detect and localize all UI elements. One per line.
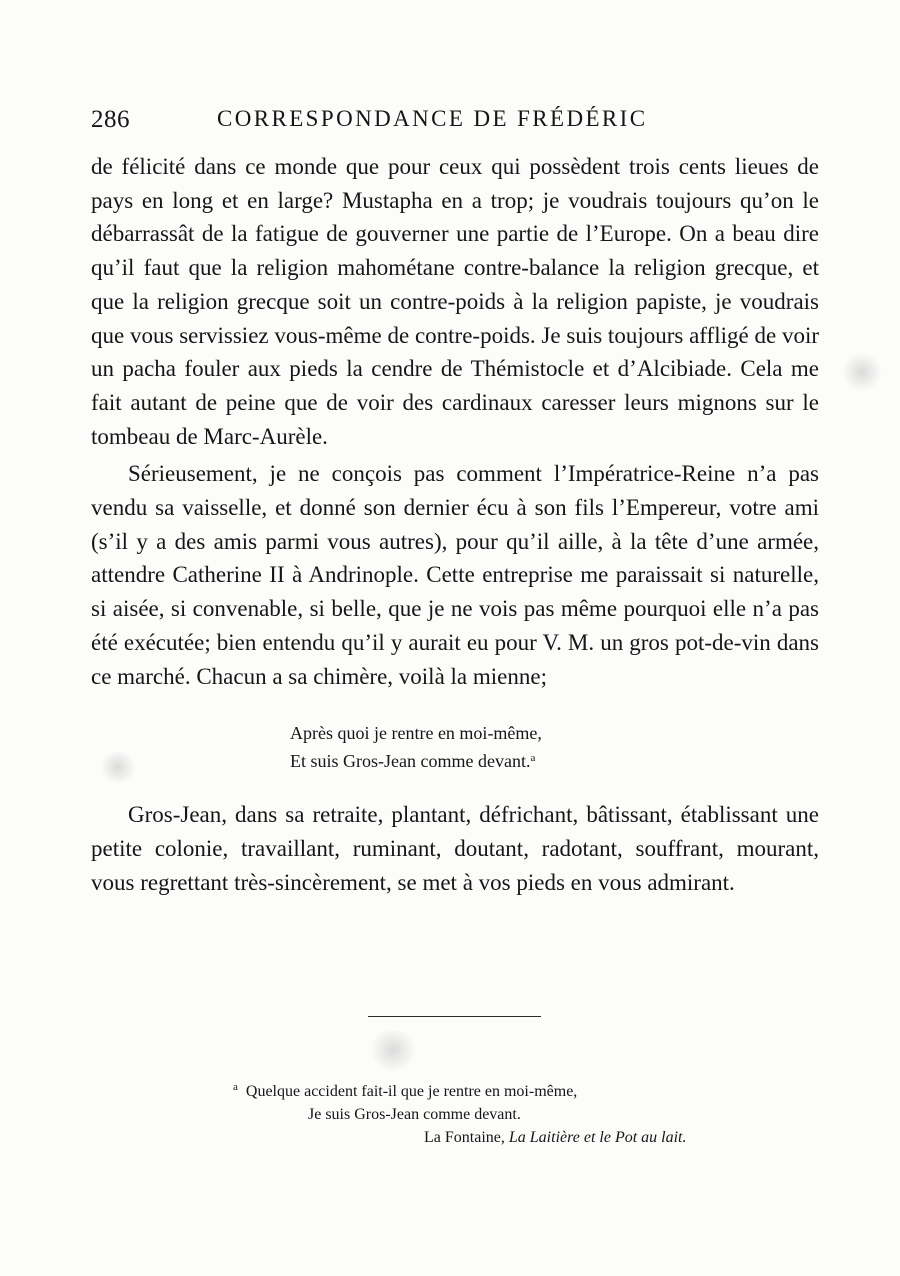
verse-line-2-text: Et suis Gros-Jean comme devant. xyxy=(290,751,531,772)
paragraph-continuation: de félicité dans ce monde que pour ceux qui possèdent trois cents lieues de pays en long et en large? Mustapha en a trop; je voudrais toujours qu’on le débarrassât de la fatigue de gouverner une partie de l’Europe. On a beau dire qu’il faut que la religion mahométane contre-balance la religion grecque, et que la religion grecque soit un contre-poids à la religion papiste, je voudrais que vous servissiez vous-même de contre-poids. Je suis toujours affligé de voir un pacha fouler aux pieds la cendre de Thémistocle et d’Alcibiade. Cela me fait autant de peine que de voir des cardinaux caresser leurs mignons sur le tombeau de Marc-Aurèle. xyxy=(91,154,819,449)
print-smudge xyxy=(98,752,138,782)
running-title: CORRESPONDANCE DE FRÉDÉRIC xyxy=(217,106,648,131)
page-header xyxy=(91,106,819,140)
footnote-line-1-text: Quelque accident fait-il que je rentre en moi-même, xyxy=(245,1083,578,1100)
footnote-work-title: La Laitière et le Pot au lait. xyxy=(508,1129,687,1146)
verse-line-2 xyxy=(290,746,819,774)
footnote-author: La Fontaine, xyxy=(424,1129,505,1146)
main-text xyxy=(91,150,819,899)
footnote xyxy=(233,1076,763,1149)
footnote-reference: a xyxy=(530,752,536,765)
paragraph-serieusement: Sérieusement, je ne conçois pas comment l’Impératrice-Reine n’a pas vendu sa vaisselle, et donné son dernier écu à son fils l’Empereur, votre ami (s’il y a des amis parmi vous autres), pour qu’il aille, à la tête d’une armée, attendre Catherine II à Andrinople. Cette entreprise me paraissait si naturelle, si aisée, si convenable, si belle, que je ne vois pas même pourquoi elle n’a pas été exécutée; bien entendu qu’il y aurait eu pour V. M. un gros pot-de-vin dans ce marché. Chacun a sa chimère, voilà la mienne; xyxy=(91,461,819,689)
paragraph-gros-jean: Gros-Jean, dans sa retraite, plantant, défrichant, bâtissant, établissant une petite colonie, travaillant, ruminant, doutant, radotant, souffrant, mourant, vous regrettant très-sincèrement, se met à vos pieds en vous admirant. xyxy=(91,802,819,895)
footnote-attribution xyxy=(233,1126,763,1149)
verse-quotation xyxy=(91,721,819,774)
footnote-marker: a xyxy=(233,1081,238,1093)
verse-line-1: Après quoi je rentre en moi-même, xyxy=(290,723,542,744)
print-smudge xyxy=(842,352,882,392)
footnote-line-2: Je suis Gros-Jean comme devant. xyxy=(308,1106,521,1123)
footnote-line-1 xyxy=(233,1076,763,1103)
page-number: 286 xyxy=(91,106,130,133)
print-smudge xyxy=(368,1030,418,1070)
footnote-separator xyxy=(368,1016,541,1017)
